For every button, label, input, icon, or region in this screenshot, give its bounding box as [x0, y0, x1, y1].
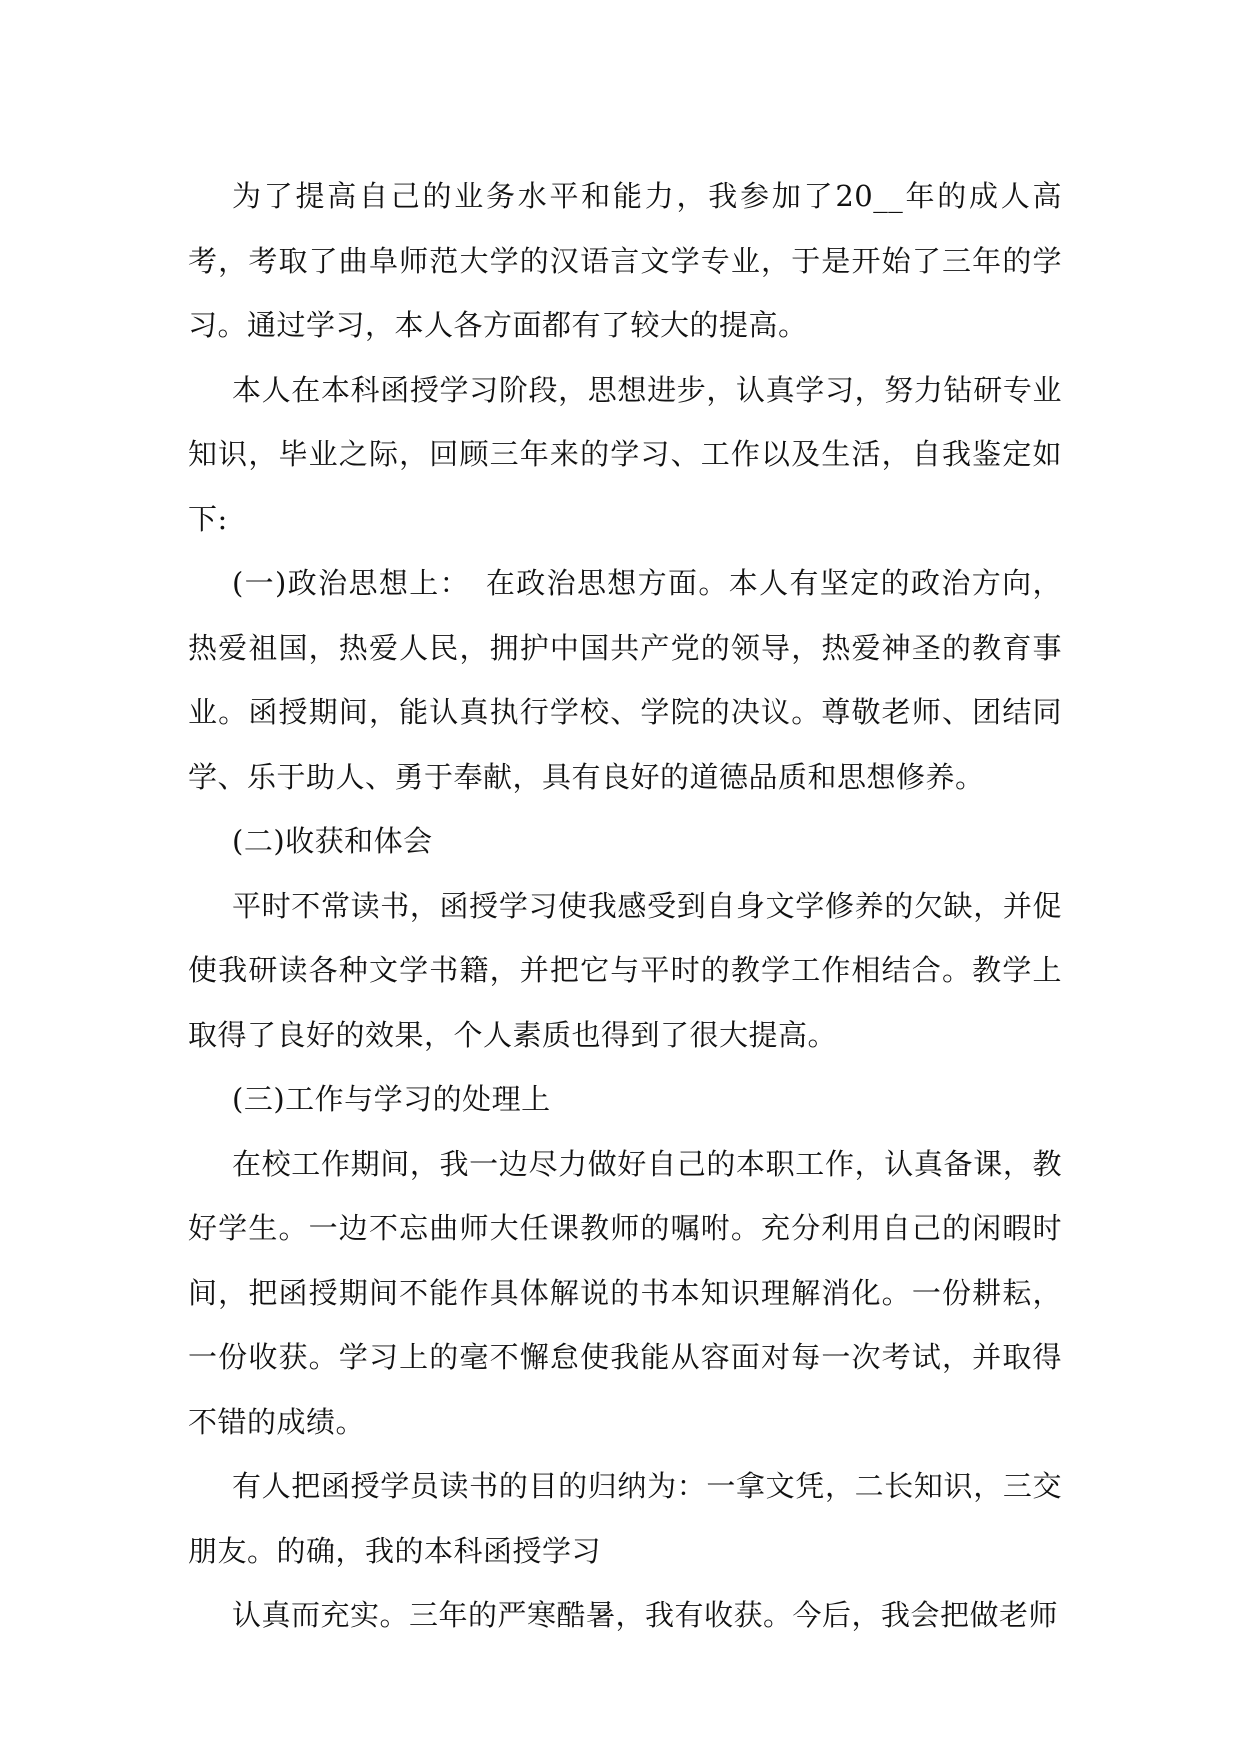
heading-gains-and-experience: (二)收获和体会 [232, 824, 433, 858]
paragraph-study-purpose: 有人把函授学员读书的目的归纳为：一拿文凭，二长知识，三交朋友。的确，我的本科函授学习 [188, 1469, 1062, 1568]
paragraph-closing: 认真而充实。三年的严寒酷暑，我有收获。今后，我会把做老师 [232, 1598, 1059, 1632]
paragraph-political-thought: (一)政治思想上： 在政治思想方面。本人有坚定的政治方向，热爱祖国，热爱人民，拥护中国共产党的领导，热爱神圣的教育事业。函授期间，能认真执行学校、学院的决议。尊敬老师、团结同学、乐于助人、勇于奉献，具有良好的道德品质和思想修养。 [188, 566, 1062, 794]
heading-work-and-study: (三)工作与学习的处理上 [232, 1082, 551, 1116]
paragraph-intro: 为了提高自己的业务水平和能力，我参加了20__年的成人高考，考取了曲阜师范大学的汉语言文学专业，于是开始了三年的学习。通过学习，本人各方面都有了较大的提高。 [188, 179, 1062, 342]
paragraph-gains: 平时不常读书，函授学习使我感受到自身文学修养的欠缺，并促使我研读各种文学书籍，并把它与平时的教学工作相结合。教学上取得了良好的效果，个人素质也得到了很大提高。 [188, 888, 1062, 1052]
paragraph-self-evaluation-lead: 本人在本科函授学习阶段，思想进步，认真学习，努力钻研专业知识，毕业之际，回顾三年来的学习、工作以及生活，自我鉴定如下: [188, 372, 1062, 536]
paragraph-work-and-study: 在校工作期间，我一边尽力做好自己的本职工作，认真备课，教好学生。一边不忘曲师大任课教师的嘱咐。充分利用自己的闲暇时间，把函授期间不能作具体解说的书本知识理解消化。一份耕耘，一份收获。学习上的毫不懈怠使我能从容面对每一次考试，并取得不错的成绩。 [188, 1146, 1062, 1439]
document-body [188, 164, 1062, 1648]
